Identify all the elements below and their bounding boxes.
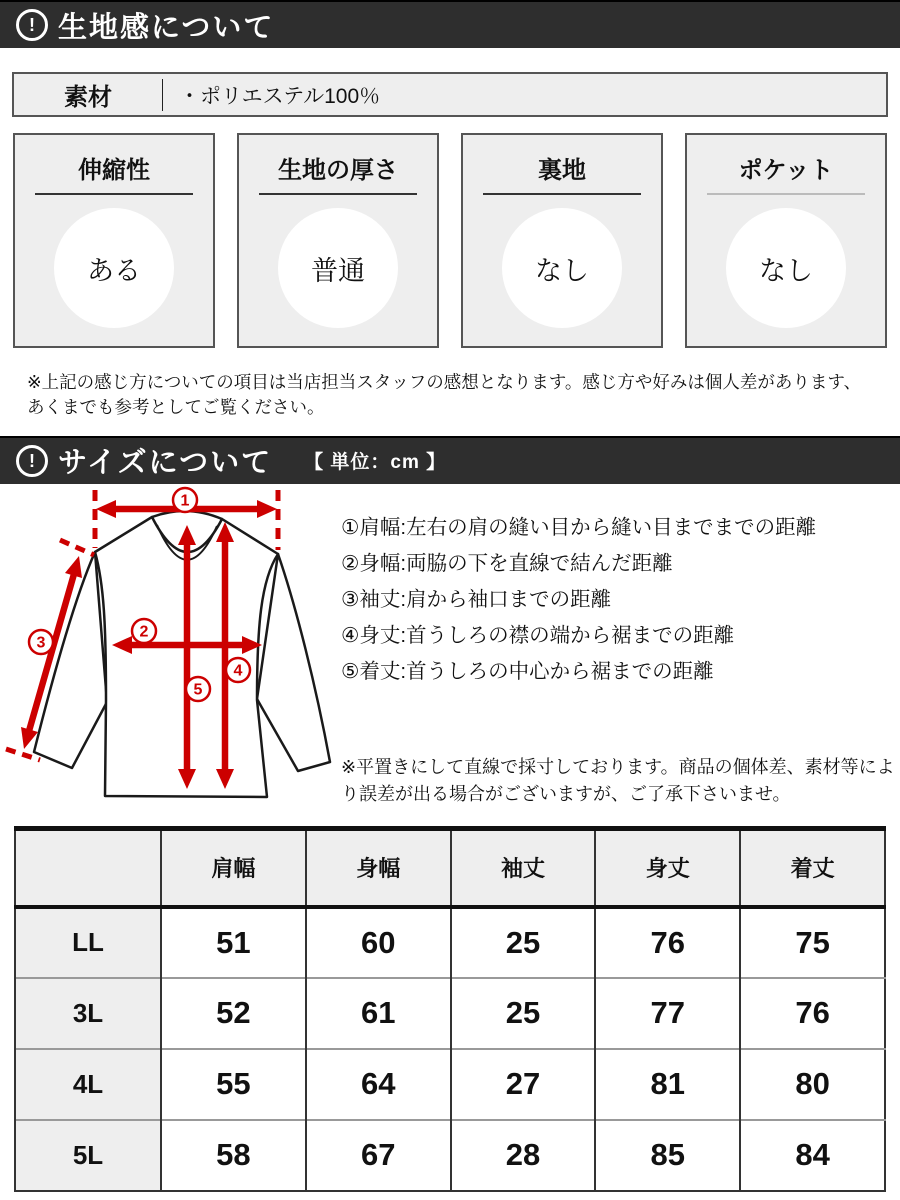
cell: 76 — [740, 978, 885, 1049]
size-chart-table — [14, 826, 886, 1192]
table-header-row — [15, 828, 885, 907]
right-sleeve-outline — [257, 554, 330, 771]
svg-text:1: 1 — [180, 492, 190, 510]
alert-circle-icon: ! — [16, 9, 48, 41]
arrowhead — [96, 500, 116, 518]
legend-item: ④身丈:首うしろの襟の端から裾までの距離 — [341, 623, 735, 647]
cell: 80 — [740, 1049, 885, 1120]
cell: 58 — [161, 1120, 306, 1191]
material-row — [12, 72, 888, 117]
cell: 27 — [451, 1049, 596, 1120]
diagram-number-1 — [173, 488, 197, 512]
attr-value: ある — [54, 208, 174, 328]
table-row — [15, 1120, 885, 1191]
attr-label: ポケット — [707, 150, 865, 195]
diagram-number-4 — [226, 658, 250, 682]
cell: 77 — [595, 978, 740, 1049]
size-label: 3L — [15, 978, 161, 1049]
cell: 67 — [306, 1120, 451, 1191]
fabric-attribute-grid — [13, 133, 887, 348]
size-legend-block — [335, 484, 900, 826]
legend-item: ②身幅:両脇の下を直線で結んだ距離 — [341, 551, 673, 575]
alert-circle-icon: ! — [16, 445, 48, 477]
fabric-section-header — [0, 0, 900, 48]
col-header-shoulder: 肩幅 — [161, 828, 306, 907]
cell: 75 — [740, 907, 885, 978]
svg-text:3: 3 — [36, 634, 46, 652]
attr-value: なし — [726, 208, 846, 328]
legend-item: ⑤着丈:首うしろの中心から裾までの距離 — [341, 659, 714, 683]
col-header-size — [15, 828, 161, 907]
diagram-number-5 — [186, 677, 210, 701]
attr-label: 生地の厚さ — [259, 150, 417, 195]
cell: 64 — [306, 1049, 451, 1120]
fabric-note: ※上記の感じ方についての項目は当店担当スタッフの感想となります。感じ方や好みは個人差があります、あくまでも参考としてご覧ください。 — [27, 372, 862, 417]
cell: 28 — [451, 1120, 596, 1191]
size-note: ※平置きにして直線で採寸しております。商品の個体差、素材等により誤差が出る場合がございますが、ご了承下さいませ。 — [341, 756, 895, 804]
cell: 51 — [161, 907, 306, 978]
size-label: 4L — [15, 1049, 161, 1120]
size-label: 5L — [15, 1120, 161, 1191]
attr-box-thickness — [237, 133, 439, 348]
attr-value: なし — [502, 208, 622, 328]
cell: 60 — [306, 907, 451, 978]
attr-label: 裏地 — [483, 150, 641, 195]
attr-box-lining — [461, 133, 663, 348]
sleeve-guide-top — [60, 540, 94, 555]
cell: 76 — [595, 907, 740, 978]
col-header-bodylen: 身丈 — [595, 828, 740, 907]
table-row — [15, 907, 885, 978]
col-header-sleeve: 袖丈 — [451, 828, 596, 907]
material-value: ・ポリエステル100％ — [179, 84, 381, 108]
cell: 84 — [740, 1120, 885, 1191]
svg-text:2: 2 — [139, 623, 149, 641]
attr-box-stretch — [13, 133, 215, 348]
size-diagram-area — [0, 484, 900, 826]
arrowhead — [178, 525, 196, 545]
attr-value: 普通 — [278, 208, 398, 328]
svg-text:5: 5 — [193, 681, 203, 699]
fabric-section-title: 生地感について — [58, 11, 275, 44]
diagram-number-2 — [132, 619, 156, 643]
table-row — [15, 978, 885, 1049]
cell: 52 — [161, 978, 306, 1049]
shirt-measurement-diagram — [0, 484, 335, 819]
size-section-title: サイズについて — [58, 447, 273, 480]
col-header-chest: 身幅 — [306, 828, 451, 907]
diagram-number-3 — [29, 630, 53, 654]
size-label: LL — [15, 907, 161, 978]
cell: 61 — [306, 978, 451, 1049]
cell: 25 — [451, 907, 596, 978]
size-section-header — [0, 436, 900, 484]
cell: 81 — [595, 1049, 740, 1120]
arrowhead — [65, 556, 82, 578]
cell: 25 — [451, 978, 596, 1049]
cell: 55 — [161, 1049, 306, 1120]
arrowhead — [257, 500, 277, 518]
table-row — [15, 1049, 885, 1120]
attr-box-pocket — [685, 133, 887, 348]
size-unit-label: 【 単位：cm 】 — [304, 452, 447, 474]
cell: 85 — [595, 1120, 740, 1191]
svg-text:4: 4 — [233, 662, 243, 680]
material-label: 素材 — [64, 84, 112, 111]
col-header-length: 着丈 — [740, 828, 885, 907]
legend-item: ①肩幅:左右の肩の縫い目から縫い目までまでの距離 — [341, 515, 817, 539]
attr-label: 伸縮性 — [35, 150, 193, 195]
legend-item: ③袖丈:肩から袖口までの距離 — [341, 587, 612, 611]
